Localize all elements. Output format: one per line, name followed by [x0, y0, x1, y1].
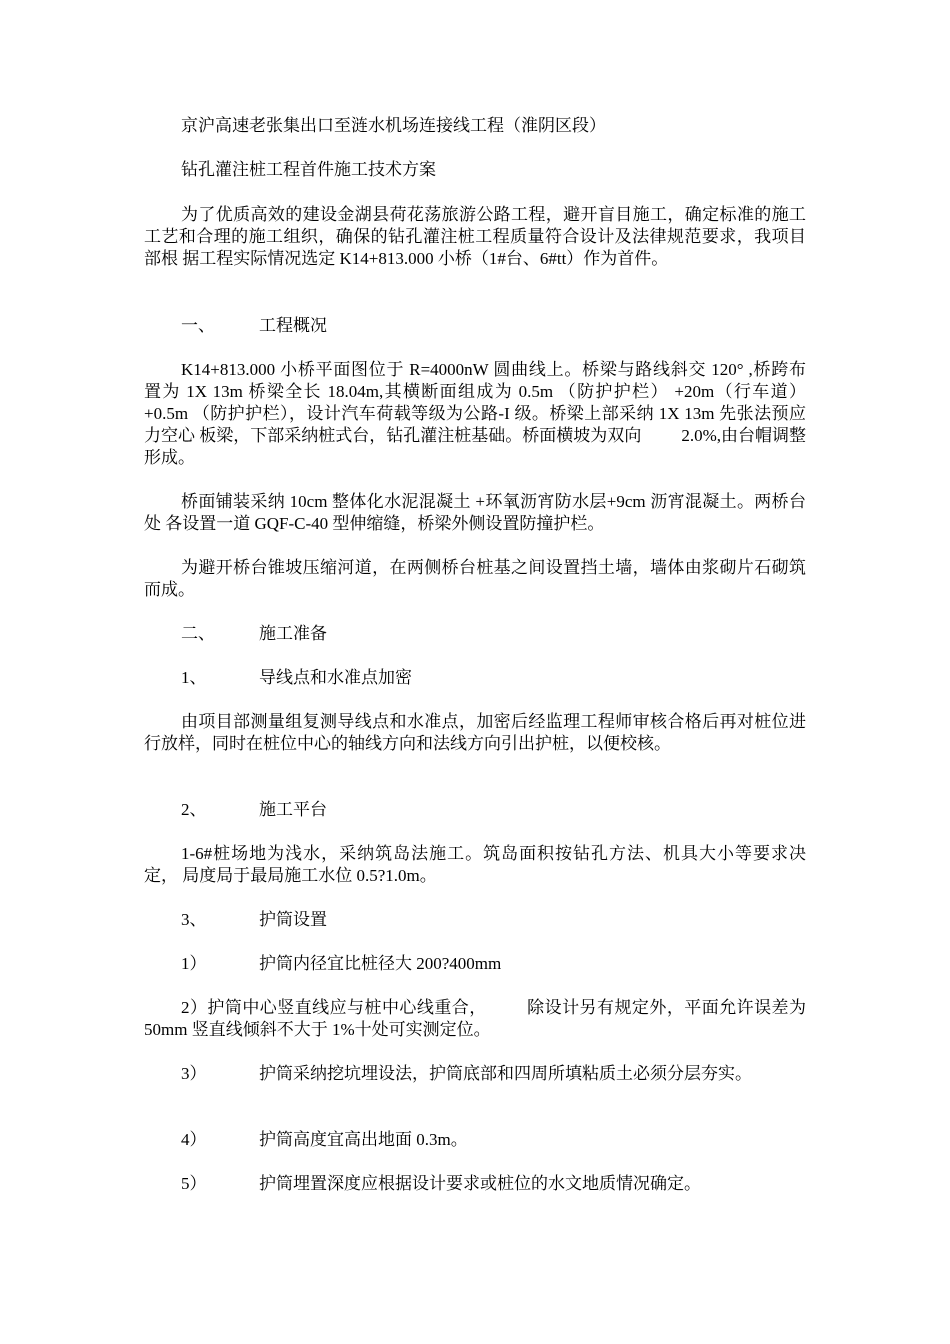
document-subtitle: 钻孔灌注桩工程首件施工技术方案 — [181, 160, 436, 179]
section-heading-1 — [181, 315, 327, 337]
survey-paragraph: 由项目部测量组复测导线点和水准点，加密后经监理工程师审核合格后再对桩位进 行放样，同时在桩位中心的轴线方向和法线方向引出护桩，以便校核。 — [144, 712, 806, 753]
subheading-number: 2、 — [181, 800, 207, 819]
item-text: 护筒高度宜高出地面 0.3m。 — [259, 1130, 468, 1149]
casing-item-3 — [144, 1063, 806, 1085]
subheading-3 — [181, 909, 327, 931]
paving-paragraph: 桥面铺装采纳 10cm 整体化水泥混凝土 +环氧沥宵防水层+9cm 沥宵混凝土。两桥台处 各设置一道 GQF-C-40 型伸缩缝，桥梁外侧设置防撞护栏。 — [144, 492, 806, 533]
subheading-number: 3、 — [181, 910, 207, 929]
section-number: 二、 — [181, 624, 215, 643]
item-text: 护筒埋置深度应根据设计要求或桩位的水文地质情况确定。 — [259, 1174, 701, 1193]
section-title: 工程概况 — [259, 316, 327, 335]
item-number: 3） — [181, 1064, 207, 1083]
item-text: 2）护筒中心竖直线应与桩中心线重合， — [181, 998, 487, 1017]
item-text: 护筒采纳挖坑埋设法，护筒底部和四周所填粘质土必须分层夯实。 — [259, 1064, 752, 1083]
intro-paragraph: 为了优质高效的建设金湖县荷花荡旅游公路工程，避开盲目施工，确定标准的施工 工艺和合理的施工组织，确保的钻孔灌注桩工程质量符合设计及法律规范要求，我项目部根 据工程实际情况选定 K14+813.000 小桥（1#台、6#tt）作为首件。 — [144, 205, 806, 268]
subheading-title: 护筒设置 — [259, 910, 327, 929]
item-number: 1） — [181, 954, 207, 973]
section-number: 一、 — [181, 316, 215, 335]
overview-text-end: 2.0%,由台帽调整形成。 — [144, 426, 807, 467]
overview-text: K14+813.000 小桥平面图位于 R=4000nW 圆曲线上。桥梁与路线斜交 120° ,桥跨布 置为 1X 13m 桥梁全长 18.04m,其横断面组成为 0.5m （防护护栏） +20m（行车道）+0.5m （防护护栏），设计汽车荷载等级为公路-I 级。桥梁上部采纳 1X 13m 先张法预应力空心 板梁，下部采纳桩式台，钻孔灌注桩基础。桥面横坡为双向 — [144, 360, 806, 445]
casing-item-5 — [181, 1173, 701, 1195]
subheading-2 — [181, 799, 327, 821]
section-heading-2 — [181, 623, 327, 645]
subheading-number: 1、 — [181, 668, 207, 687]
casing-item-1 — [181, 953, 501, 975]
platform-paragraph: 1-6#桩场地为浅水，采纳筑岛法施工。筑岛面积按钻孔方法、机具大小等要求决定， 局度局于最局施工水位 0.5?1.0m。 — [144, 844, 806, 885]
subheading-title: 导线点和水准点加密 — [259, 668, 412, 687]
subheading-title: 施工平台 — [259, 800, 327, 819]
overview-paragraph — [144, 359, 806, 469]
retaining-wall-paragraph: 为避开桥台锥坡压缩河道，在两侧桥台桩基之间设置挡土墙，墙体由浆砌片石砌筑 而成。 — [144, 558, 806, 599]
casing-item-4 — [181, 1129, 468, 1151]
item-number: 5） — [181, 1174, 207, 1193]
item-text-end: 除设计另有规定外，平面允许误差为 50mm 竖直线倾斜不大于 1%十处可实测定位。 — [144, 998, 807, 1039]
subheading-1 — [181, 667, 412, 689]
item-text: 护筒内径宜比桩径大 200?400mm — [259, 954, 502, 973]
casing-item-2 — [144, 997, 806, 1041]
section-title: 施工准备 — [259, 624, 327, 643]
document-title: 京沪高速老张集出口至涟水机场连接线工程（淮阴区段） — [181, 116, 606, 135]
item-number: 4） — [181, 1130, 207, 1149]
